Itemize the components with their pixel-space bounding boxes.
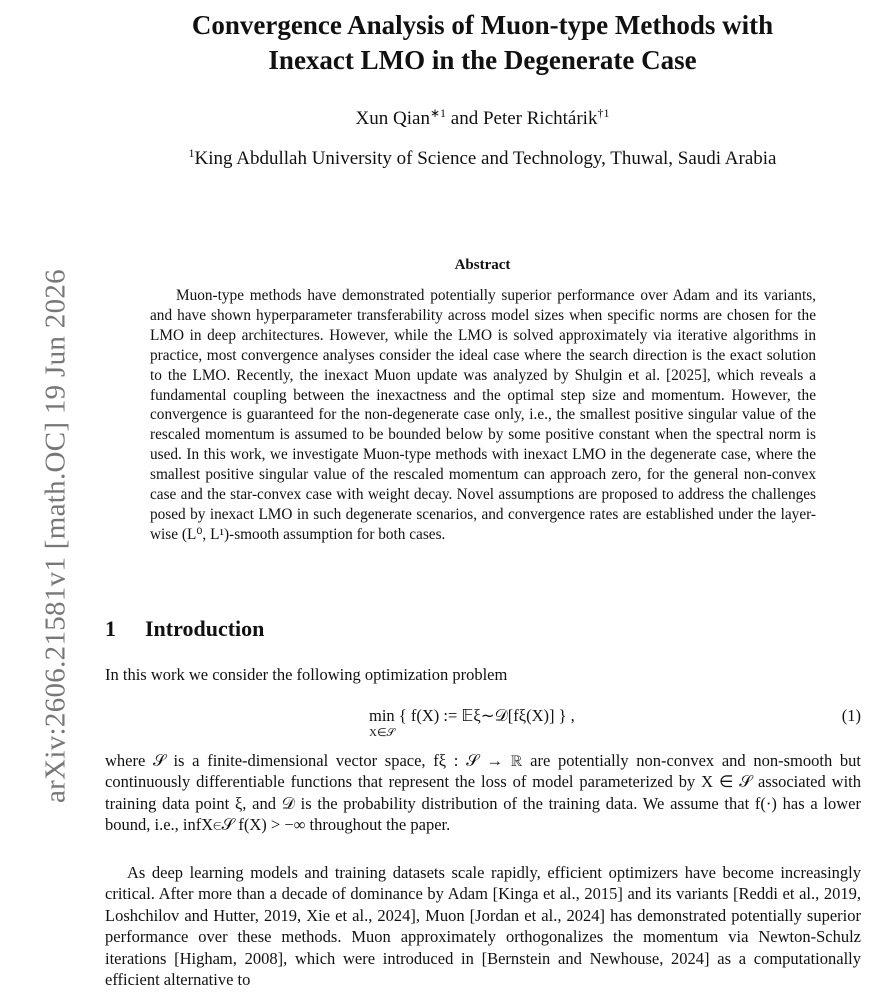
equation-expression: min { f(X) := 𝔼ξ∼𝒟[fξ(X)] } , xyxy=(369,706,575,725)
affiliation xyxy=(100,148,865,170)
abstract-heading: Abstract xyxy=(454,257,511,273)
equation-block xyxy=(105,702,861,742)
paper-title xyxy=(100,8,865,78)
author-conjunction: and xyxy=(446,108,483,129)
affiliation-text: King Abdullah University of Science and Technology, Thuwal, Saudi Arabia xyxy=(194,148,777,169)
author-mark: ∗1 xyxy=(429,106,447,120)
section-number: 1 xyxy=(105,616,116,641)
title-line-2: Inexact LMO in the Degenerate Case xyxy=(268,45,697,75)
title-line-1: Convergence Analysis of Muon-type Methods with xyxy=(191,10,774,40)
section-heading xyxy=(105,616,264,642)
author-mark: †1 xyxy=(597,106,610,120)
equation-subscript: X∈𝒮 xyxy=(369,727,396,739)
arxiv-identifier: arXiv:2606.21581v1 [math.OC] 19 Jun 2026 xyxy=(39,269,72,803)
affiliation-mark: 1 xyxy=(188,146,195,160)
intro-paragraph: As deep learning models and training datasets scale rapidly, efficient optimizers have become increasingly critical. After more than a decade of dominance by Adam [Kinga et al., 2015] and its variants [Reddi et al., 2019, Loshchilov and Hutter, 2019, Xie et al., 2024], Muon [Jordan et al., 2024] has demonstrated potentially superior performance over these methods. Muon approximately orthogonalizes the momentum via Newton-Schulz iterations [Higham, 2008], which were introduced in [Bernstein and Newhouse, 2024] as a computationally efficient alternative to xyxy=(105,863,861,990)
abstract-text: Muon-type methods have demonstrated potentially superior performance over Adam and its variants, and have shown hyperparameter transferability across model sizes when specific norms are chosen for the LMO in deep architectures. However, while the LMO is solved approximately via iterative algorithms in practice, most convergence analyses consider the ideal case where the search direction is the exact solution to the LMO. Recently, the inexact Muon update was analyzed by Shulgin et al. [2025], which reveals a fundamental coupling between the inexactness and the optimal step size and momentum. However, the convergence is guaranteed for the non-degenerate case only, i.e., the smallest positive singular value of the rescaled momentum is assumed to be bounded below by some positive constant when the spectral norm is used. In this work, we investigate Muon-type methods with inexact LMO in the degenerate case, where the smallest positive singular value of the rescaled momentum can approach zero, for the general non-convex case and the star-convex case with weight decay. Novel assumptions are proposed to address the challenges posed by inexact LMO in such degenerate scenarios, and convergence rates are established under the layer-wise (L⁰, L¹)-smooth assumption for both cases. xyxy=(150,287,816,543)
intro-paragraph: where 𝒮 is a finite-dimensional vector space, fξ : 𝒮 → ℝ are potentially non-convex and non-smooth but continuously differentiable functions that represent the loss of model parameterized by X ∈ 𝒮 associated with training data point ξ, and 𝒟 is the probability distribution of the training data. We assume that f(·) has a lower bound, i.e., infX∈𝒮 f(X) > −∞ throughout the paper. xyxy=(105,751,861,835)
author-name: Peter Richtárik xyxy=(482,108,598,129)
section-title: Introduction xyxy=(145,616,265,641)
intro-paragraph: In this work we consider the following optimization problem xyxy=(105,665,508,684)
author-list xyxy=(100,108,865,130)
equation-number: (1) xyxy=(841,706,861,725)
author-name: Xun Qian xyxy=(355,108,430,129)
